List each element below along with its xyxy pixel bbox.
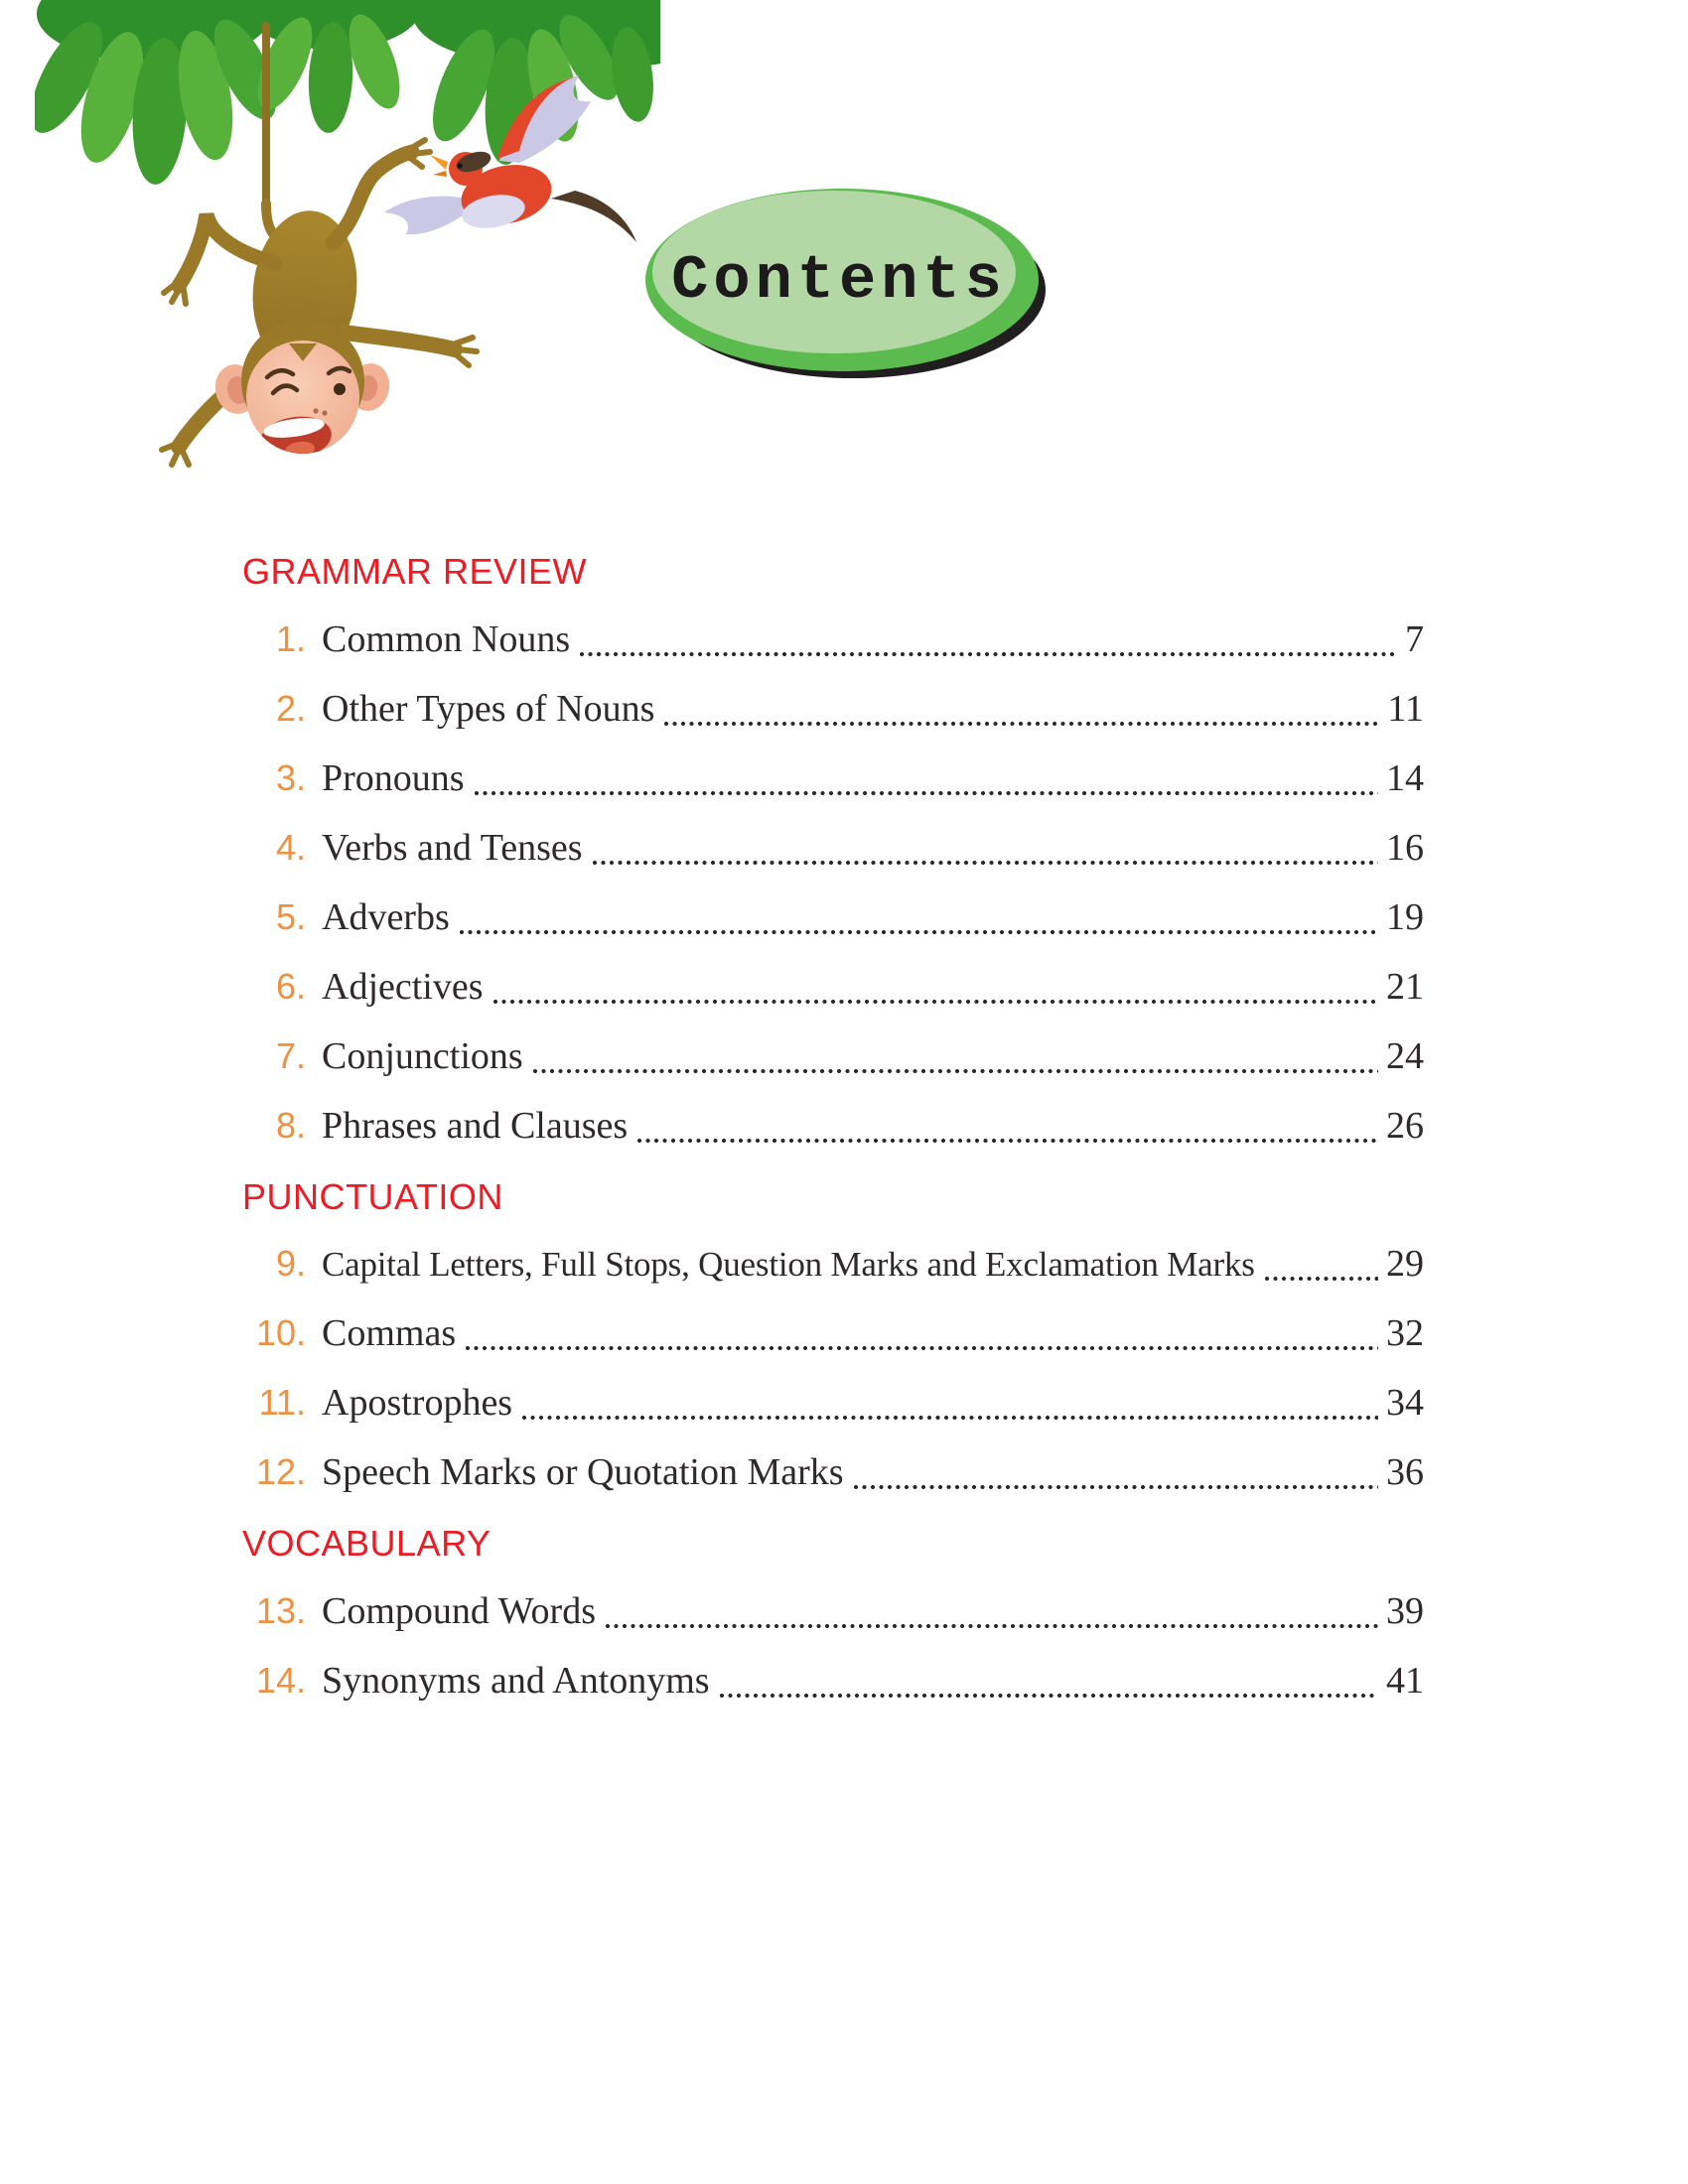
toc-entry-number: 5.: [275, 895, 306, 937]
toc-entry-page: 11: [1387, 687, 1424, 730]
dotted-leader: [637, 1139, 1378, 1143]
toc-entry-number: 10.: [255, 1312, 306, 1354]
toc-entry-title: Pronouns: [322, 756, 465, 799]
toc-entry-page: 29: [1386, 1243, 1424, 1286]
toc-entry-title: Apostrophes: [322, 1382, 513, 1425]
toc-entry-number: 1.: [275, 617, 306, 659]
toc-entry: [242, 1106, 1424, 1152]
toc-entry: [242, 967, 1424, 1013]
toc-entry-number: 7.: [275, 1034, 306, 1076]
section-heading: VOCABULARY: [242, 1523, 492, 1565]
dotted-leader: [460, 930, 1378, 934]
toc-entry: [242, 828, 1424, 874]
toc-entry: [242, 1383, 1424, 1429]
toc-entry-page: 24: [1386, 1034, 1424, 1077]
contents-badge: [640, 185, 1050, 383]
toc-entry-title: Synonyms and Antonyms: [322, 1659, 710, 1702]
toc-entry-number: 8.: [275, 1104, 306, 1146]
toc-entry-page: 34: [1386, 1382, 1424, 1425]
toc-entry-page: 7: [1405, 617, 1424, 660]
dotted-leader: [1265, 1277, 1378, 1281]
toc-entry-title: Compound Words: [322, 1589, 596, 1632]
table-of-contents: [242, 552, 1424, 1730]
toc-entry-title: Verbs and Tenses: [322, 826, 583, 869]
section-heading: GRAMMAR REVIEW: [242, 551, 588, 592]
dotted-leader: [533, 1069, 1378, 1073]
toc-entry-title: Adverbs: [322, 895, 450, 938]
section-grammar-review: [242, 552, 1424, 1152]
dotted-leader: [580, 652, 1397, 656]
toc-entry-title: Capital Letters, Full Stops, Question Marks and Exclamation Marks: [322, 1245, 1255, 1285]
toc-entry-title: Commas: [322, 1312, 457, 1355]
section-heading: PUNCTUATION: [242, 1175, 503, 1217]
toc-entry: [242, 1452, 1424, 1498]
dotted-leader: [606, 1624, 1378, 1628]
section-punctuation: [242, 1177, 1424, 1499]
toc-entry-number: 6.: [275, 965, 306, 1007]
toc-entry-number: 13.: [255, 1589, 306, 1631]
toc-entry: [242, 1036, 1424, 1082]
toc-entry-page: 19: [1386, 895, 1424, 938]
toc-entry-page: 36: [1386, 1451, 1424, 1494]
dotted-leader: [466, 1346, 1378, 1350]
badge-label: Contents: [671, 244, 1007, 316]
toc-entry: [242, 758, 1424, 804]
toc-entry-number: 4.: [275, 826, 306, 868]
toc-entry-number: 3.: [275, 756, 306, 798]
dotted-leader: [854, 1485, 1378, 1489]
toc-entry-page: 26: [1386, 1104, 1424, 1147]
toc-entry-number: 12.: [255, 1451, 306, 1493]
dotted-leader: [522, 1416, 1378, 1420]
toc-entry-page: 14: [1386, 756, 1424, 799]
toc-entry-title: Adjectives: [322, 965, 484, 1008]
toc-entry-title: Speech Marks or Quotation Marks: [322, 1451, 844, 1494]
toc-entry: [242, 1661, 1424, 1706]
toc-entry: [242, 1313, 1424, 1359]
dotted-leader: [475, 791, 1378, 795]
toc-entry: [242, 897, 1424, 943]
toc-entry-number: 2.: [275, 687, 306, 729]
toc-entry-page: 41: [1386, 1659, 1424, 1702]
section-vocabulary: [242, 1524, 1424, 1706]
toc-entry: [242, 1591, 1424, 1637]
dotted-leader: [493, 1000, 1378, 1004]
toc-entry-page: 39: [1386, 1589, 1424, 1632]
toc-entry-page: 32: [1386, 1312, 1424, 1355]
dotted-leader: [593, 861, 1378, 865]
monkey-bird-illustration: [35, 0, 660, 496]
dotted-leader: [720, 1694, 1378, 1698]
toc-entry-page: 16: [1386, 826, 1424, 869]
toc-entry: [242, 619, 1424, 665]
toc-entry: [242, 689, 1424, 735]
toc-entry-title: Common Nouns: [322, 617, 571, 660]
toc-entry: [242, 1244, 1424, 1290]
toc-entry-title: Phrases and Clauses: [322, 1104, 629, 1147]
toc-entry-number: 9.: [275, 1243, 306, 1285]
dotted-leader: [664, 722, 1379, 726]
toc-entry-number: 14.: [255, 1659, 306, 1701]
toc-entry-page: 21: [1386, 965, 1424, 1008]
toc-entry-title: Conjunctions: [322, 1034, 523, 1077]
toc-entry-number: 11.: [258, 1382, 306, 1424]
toc-entry-title: Other Types of Nouns: [322, 687, 655, 730]
